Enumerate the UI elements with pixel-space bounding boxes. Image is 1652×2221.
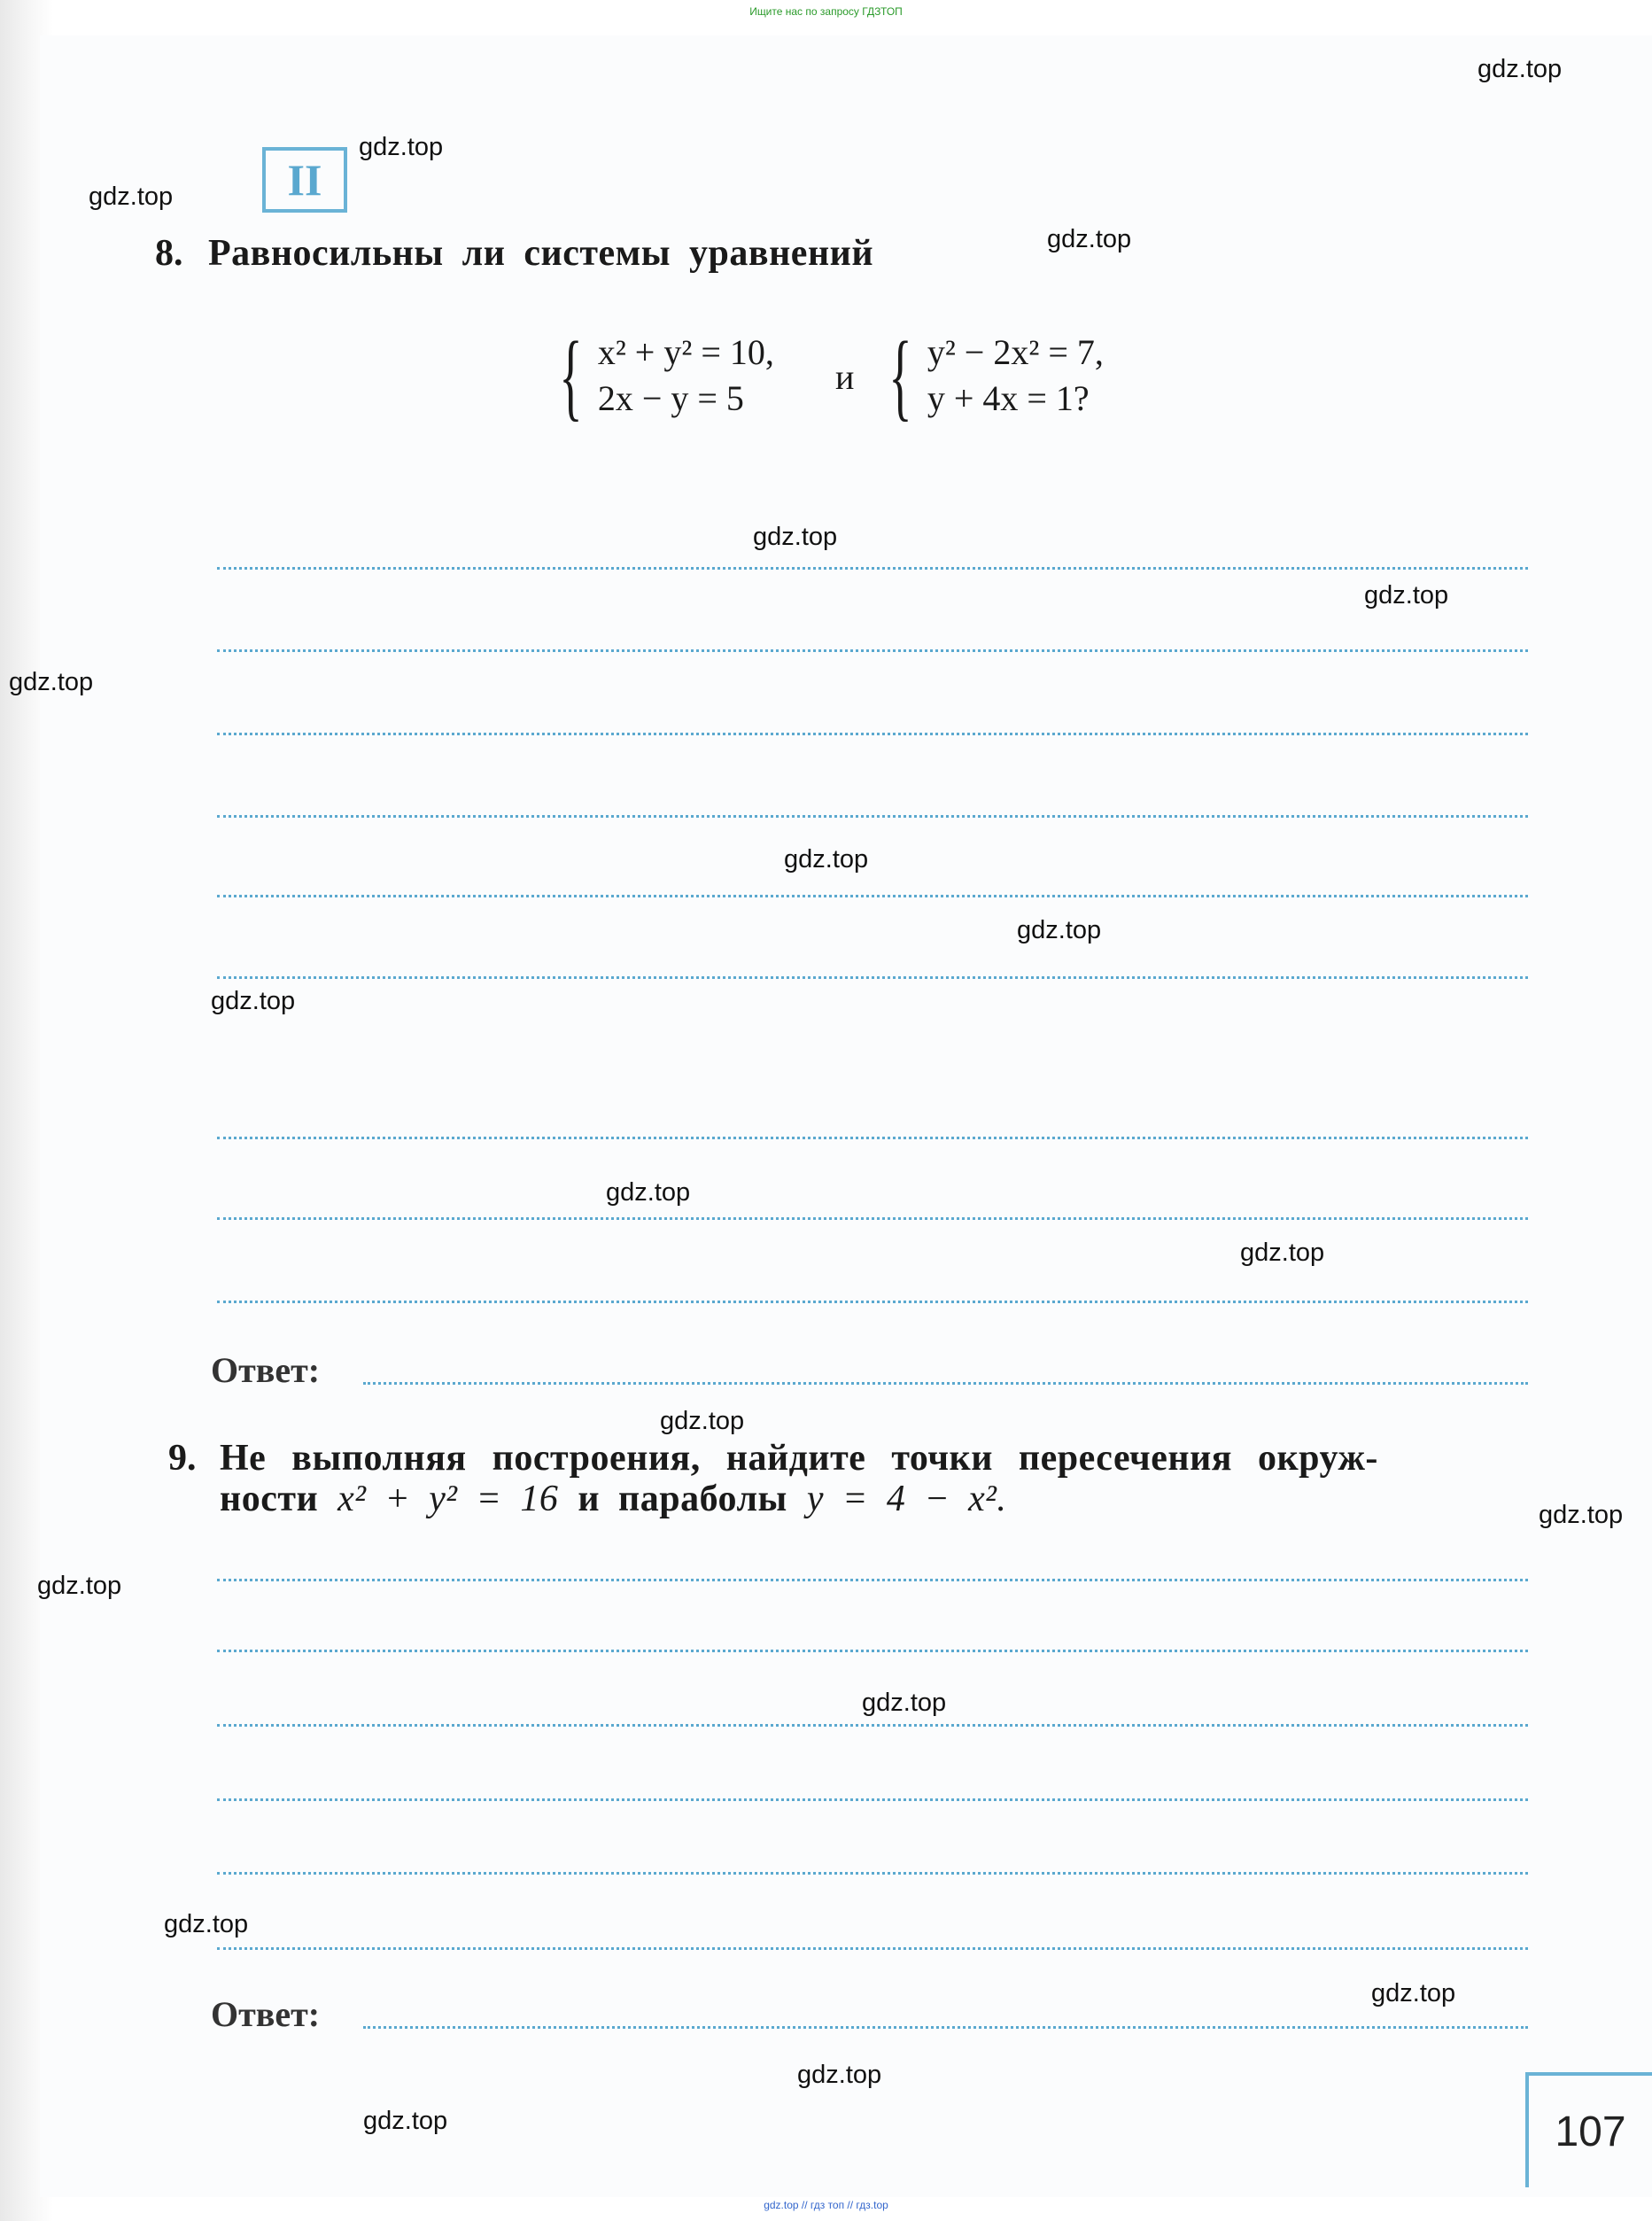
watermark: gdz.top	[1477, 55, 1563, 83]
writing-line[interactable]	[217, 1798, 1528, 1801]
task-9-answer-line[interactable]	[363, 2026, 1528, 2029]
watermark: gdz.top	[37, 1572, 122, 1600]
section-marker: II	[262, 147, 347, 213]
task-8-answer-label: Ответ:	[211, 1350, 321, 1390]
writing-line[interactable]	[217, 1872, 1528, 1875]
system-1-eq-1: x² + y² = 10,	[597, 332, 774, 372]
watermark: gdz.top	[784, 845, 869, 874]
writing-line[interactable]	[217, 1650, 1528, 1652]
writing-line[interactable]	[217, 1137, 1528, 1139]
watermark: gdz.top	[1240, 1239, 1325, 1267]
task-8-answer-line[interactable]	[363, 1382, 1528, 1385]
task-8-conjunction: и	[835, 357, 855, 397]
brace-icon: {	[559, 322, 583, 430]
writing-line[interactable]	[217, 1301, 1528, 1303]
writing-line[interactable]	[217, 1724, 1528, 1727]
brace-icon: {	[888, 322, 912, 430]
watermark: gdz.top	[9, 668, 94, 696]
top-notice: Ищите нас по запросу ГДЗТОП	[749, 5, 903, 18]
writing-line[interactable]	[217, 649, 1528, 652]
system-2-eq-2: y + 4x = 1?	[927, 378, 1090, 418]
watermark: gdz.top	[660, 1407, 745, 1435]
bottom-notice: gdz.top // гдз топ // гдз.top	[764, 2199, 888, 2211]
watermark: gdz.top	[862, 1689, 947, 1717]
watermark: gdz.top	[1047, 225, 1132, 253]
task-8-system-1	[547, 322, 774, 430]
task-8-system-2	[877, 322, 1104, 430]
task-9-prefix: ности	[220, 1479, 319, 1519]
watermark: gdz.top	[164, 1910, 249, 1938]
watermark: gdz.top	[89, 182, 174, 211]
task-8-question: Равносильны ли системы уравнений	[208, 233, 874, 274]
system-2-eq-1: y² − 2x² = 7,	[927, 332, 1104, 372]
writing-line[interactable]	[217, 895, 1528, 897]
parabola-equation: y = 4 − x².	[806, 1479, 1007, 1519]
writing-line[interactable]	[217, 733, 1528, 735]
page-number: 107	[1525, 2072, 1652, 2187]
watermark: gdz.top	[359, 133, 444, 161]
writing-line[interactable]	[217, 815, 1528, 818]
watermark: gdz.top	[753, 523, 838, 551]
watermark: gdz.top	[211, 987, 296, 1015]
watermark: gdz.top	[1364, 581, 1449, 610]
task-9-line-1: Не выполняя построения, найдите точки пересечения окруж-	[220, 1438, 1378, 1479]
watermark: gdz.top	[1371, 1979, 1456, 2007]
circle-equation: x² + y² = 16	[337, 1479, 559, 1519]
watermark: gdz.top	[797, 2061, 882, 2089]
system-1-eq-2: 2x − y = 5	[597, 378, 744, 418]
task-9-mid: и параболы	[578, 1479, 787, 1519]
watermark: gdz.top	[363, 2107, 448, 2135]
task-9-line-2	[220, 1478, 1006, 1520]
writing-line[interactable]	[217, 1947, 1528, 1950]
watermark: gdz.top	[1017, 916, 1102, 944]
task-9-answer-label: Ответ:	[211, 1994, 321, 2034]
writing-line[interactable]	[217, 567, 1528, 570]
task-8-number: 8.	[155, 233, 183, 274]
task-9-number: 9.	[168, 1438, 197, 1479]
watermark: gdz.top	[606, 1178, 691, 1207]
writing-line[interactable]	[217, 1579, 1528, 1581]
writing-line[interactable]	[217, 1217, 1528, 1220]
watermark: gdz.top	[1539, 1501, 1624, 1529]
writing-line[interactable]	[217, 976, 1528, 979]
